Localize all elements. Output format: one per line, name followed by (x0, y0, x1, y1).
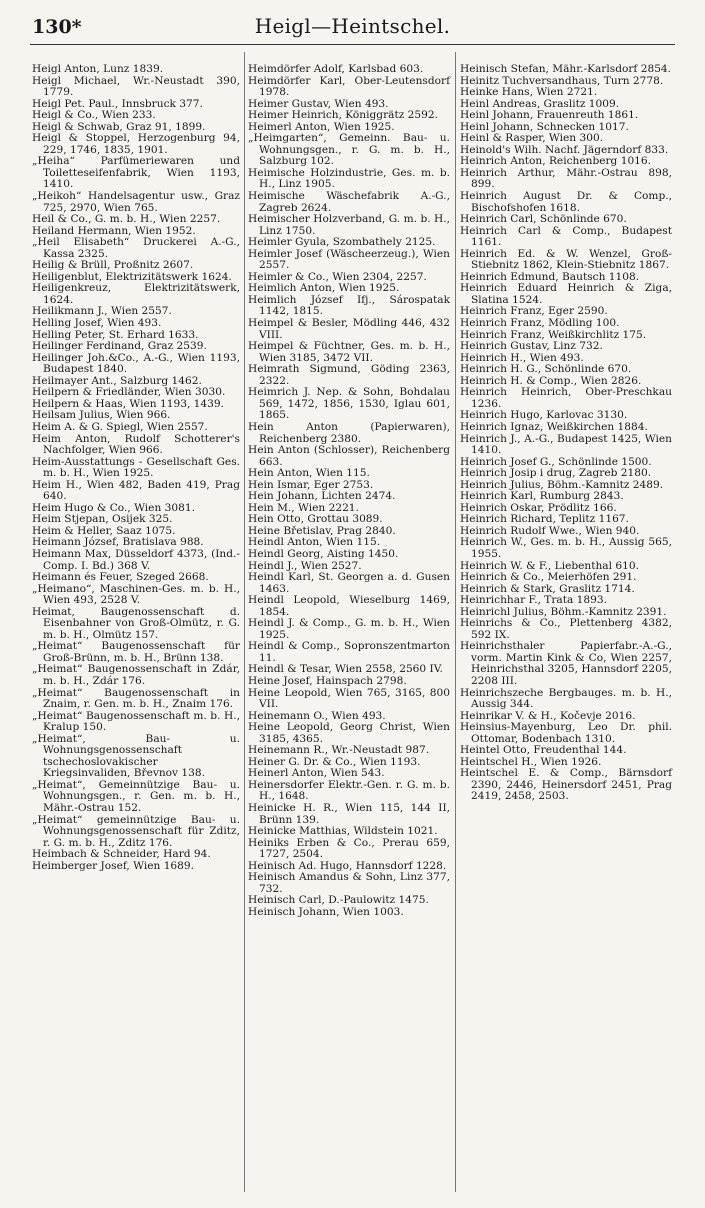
directory-entry: Hein Anton (Papierwaren), Reichenberg 2380. (248, 420, 450, 445)
column-divider-2 (455, 52, 456, 1192)
directory-entry: Heimbach & Schneider, Hard 94. (32, 848, 211, 861)
directory-entry: Heiner G. Dr. & Co., Wien 1193. (248, 755, 421, 768)
directory-entry: Heimlich Anton, Wien 1925. (248, 282, 400, 295)
directory-entry: Heine Leopold, Georg Christ, Wien 3185, 4365. (248, 721, 450, 745)
directory-entry: Heinrich & Stark, Graslitz 1714. (460, 582, 635, 595)
directory-entry: „Heimat“ Baugenossenschaft in Znaim, r. Gen. m. b. H., Znaim 176. (32, 686, 240, 711)
directory-entry: Heinrich Ignaz, Weißkirchen 1884. (460, 420, 648, 433)
directory-entry: Heimler Gyula, Szombathely 2125. (248, 236, 436, 249)
page-number: 130* (32, 16, 82, 38)
directory-entry: Heine Břetislav, Prag 2840. (248, 524, 396, 537)
directory-entry: Heinrich August Dr. & Comp., Bischofshofen 1618. (460, 190, 672, 214)
directory-entry: Heinrich Franz, Eger 2590. (460, 305, 608, 318)
directory-entry: Heinerl Anton, Wien 543. (248, 767, 385, 780)
directory-entry: Heindl & Comp., Sopronszentmarton 11. (248, 640, 450, 664)
directory-entry: Heinrich Hugo, Karlovac 3130. (460, 409, 628, 422)
page-title: Heigl—Heintschel. (254, 14, 451, 38)
directory-entry: Heinrich Julius, Böhm.-Kamnitz 2489. (460, 478, 664, 491)
directory-entry: Heindl J. & Comp., G. m. b. H., Wien 1925. (248, 617, 450, 641)
directory-entry: Heilinger Ferdinand, Graz 2539. (32, 340, 207, 353)
directory-entry: Heintschel H., Wien 1926. (460, 755, 602, 768)
directory-entry: Heinrich Carl & Comp., Budapest 1161. (460, 224, 672, 249)
directory-entry: Heinrich W., Ges. m. b. H., Aussig 565, 1955. (460, 536, 672, 560)
directory-entry: „Heiha“ Parfümeriewaren und Toiletteseifenfabrik, Wien 1193, 1410. (32, 155, 240, 191)
directory-entry: Heinisch Amandus & Sohn, Linz 377, 732. (248, 871, 450, 895)
directory-entry: Heinisch Stefan, Mähr.-Karlsdorf 2854. (460, 63, 672, 75)
directory-entry: Heinrich Richard, Teplitz 1167. (460, 513, 629, 526)
directory-entry: Heindl Georg, Aisting 1450. (248, 547, 399, 560)
directory-entry: Heimann József, Bratislava 988. (32, 536, 204, 549)
directory-entry: Heinrich Anton, Reichenberg 1016. (460, 155, 652, 168)
directory-entry: Heilinger Joh.&Co., A.-G., Wien 1193, Budapest 1840. (32, 351, 240, 376)
directory-entry: Heimann Max, Düsseldorf 4373, (Ind.-Comp. I. Bd.) 368 V. (32, 547, 240, 572)
directory-entry: Heinemann R., Wr.-Neustadt 987. (248, 744, 430, 757)
directory-entry: Heilikmann J., Wien 2557. (32, 305, 172, 318)
directory-entry: Heimdörfer Karl, Ober-Leutensdorf 1978. (248, 74, 450, 99)
directory-entry: Heimische Wäschefabrik A.-G., Zagreb 2624. (248, 190, 450, 214)
directory-entry: Hein Otto, Grottau 3089. (248, 513, 383, 526)
directory-entry: „Heimat“ Baugenossenschaft für Groß-Brünn, m. b. H., Brünn 138. (32, 640, 240, 664)
directory-entry: Heinrich Josip i drug, Zagreb 2180. (460, 467, 652, 480)
directory-entry: Heinicke Matthias, Wildstein 1021. (248, 825, 438, 838)
directory-entry: Heindl J., Wien 2527. (248, 559, 362, 572)
directory-entry: „Heimgarten“, Gemeinn. Bau- u. Wohnungsgen., r. G. m. b. H., Salzburg 102. (248, 132, 450, 168)
directory-entry: Heinrich Gustav, Linz 732. (460, 340, 603, 353)
directory-entry: Helling Josef, Wien 493. (32, 317, 162, 330)
directory-entry: Heiniks Erben & Co., Prerau 659, 1727, 2504. (248, 836, 450, 861)
directory-entry: Heimpel & Besler, Mödling 446, 432 VIII. (248, 317, 450, 341)
directory-entry: Heinrich Rudolf Wwe., Wien 940. (460, 524, 640, 537)
directory-entry: Heim H., Wien 482, Baden 419, Prag 640. (32, 478, 240, 503)
directory-entry: Heimann és Feuer, Szeged 2668. (32, 571, 209, 584)
directory-entry: Heinrich H. G., Schönlinde 670. (460, 363, 632, 376)
directory-entry: Heinrikar V. & H., Kočevje 2016. (460, 709, 636, 722)
directory-entry: Heim Anton, Rudolf Schotterer's Nachfolger, Wien 966. (32, 432, 240, 457)
directory-entry: Heinisch Carl, D.-Paulowitz 1475. (248, 894, 429, 907)
directory-entry: Heigl & Schwab, Graz 91, 1899. (32, 120, 206, 133)
directory-entry: Heigl & Co., Wien 233. (32, 109, 156, 122)
directory-entry: Heinrich Josef G., Schönlinde 1500. (460, 455, 652, 468)
directory-entry: Hein Johann, Lichten 2474. (248, 490, 396, 503)
directory-entry: Heigl Pet. Paul., Innsbruck 377. (32, 97, 203, 110)
column-divider-1 (244, 52, 245, 1192)
directory-entry: Heinrich W. & F., Liebenthal 610. (460, 559, 639, 572)
directory-entry: Heil & Co., G. m. b. H., Wien 2257. (32, 213, 221, 226)
directory-entry: Helling Peter, St. Erhard 1633. (32, 328, 199, 341)
directory-entry: Heindl & Tesar, Wien 2558, 2560 IV. (248, 663, 443, 676)
directory-entry: Heinrich Heinrich, Ober-Preschkau 1236. (460, 386, 672, 410)
directory-entry: Heinsius-Mayenburg, Leo Dr. phil. Ottomar, Bodenbach 1310. (460, 721, 672, 745)
directory-entry: Heimat, Baugenossenschaft d. Eisenbahner von Groß-Olmütz, r. G. m. b. H., Olmütz 157. (32, 605, 240, 641)
directory-entry: „Heimat“ Baugenossenschaft in Zdár, m. b. H., Zdár 176. (32, 663, 240, 687)
directory-entry: Heigl Anton, Lunz 1839. (32, 63, 164, 75)
directory-entry: Hein M., Wien 2221. (248, 501, 359, 514)
directory-entry: Heilmayer Ant., Salzburg 1462. (32, 374, 202, 387)
column-1 (32, 64, 240, 872)
directory-entry: Heimer Heinrich, Königgrätz 2592. (248, 109, 438, 122)
directory-entry: Heim Stjepan, Osijek 325. (32, 513, 173, 526)
directory-entry: Heinrich H., Wien 493. (460, 351, 584, 364)
directory-entry: Heinrich Karl, Rumburg 2843. (460, 490, 624, 503)
header-rule (30, 44, 675, 45)
directory-entry: Heinl & Rasper, Wien 300. (460, 132, 604, 145)
directory-entry: Heinersdorfer Elektr.-Gen. r. G. m. b. H., 1648. (248, 778, 450, 803)
directory-entry: Heinrichhar F., Trata 1893. (460, 594, 608, 607)
directory-entry: Heine Leopold, Wien 765, 3165, 800 VII. (248, 686, 450, 711)
directory-entry: „Heimat“ Baugenossenschaft m. b. H., Kralup 150. (32, 709, 240, 734)
directory-entry: Heinrichs & Co., Plettenberg 4382, 592 IX. (460, 617, 672, 641)
directory-entry: Heindl Leopold, Wieselburg 1469, 1854. (248, 594, 450, 618)
directory-entry: Heinitz Tuchversandhaus, Turn 2778. (460, 74, 664, 87)
directory-entry: Heinl Johann, Frauenreuth 1861. (460, 109, 639, 122)
directory-entry: Heiland Hermann, Wien 1952. (32, 224, 196, 237)
directory-entry: Heimischer Holzverband, G. m. b. H., Linz 1750. (248, 213, 450, 237)
directory-entry: Heimrath Sigmund, Göding 2363, 2322. (248, 363, 450, 387)
directory-entry: Heinrichsthaler Papierfabr.-A.-G., vorm. Martin Kink & Co, Wien 2257, Heinrichsthal 3205, Hannsdorf 2205, 2208 III. (460, 640, 672, 687)
directory-entry: Heinrichl Julius, Böhm.-Kamnitz 2391. (460, 605, 667, 618)
directory-entry: „Heikoh“ Handelsagentur usw., Graz 725, 2970, Wien 765. (32, 190, 240, 214)
directory-entry: Heinisch Ad. Hugo, Hannsdorf 1228. (248, 859, 447, 872)
directory-entry: Heimrich J. Nep. & Sohn, Bohdalau 569, 1472, 1856, 1530, Iglau 601, 1865. (248, 386, 450, 422)
directory-entry: „Heimat“, Gemeinnützige Bau- u. Wohnungsgen., r. Gen. m. b. H., Mähr.-Ostrau 152. (32, 778, 240, 814)
directory-entry: „Heimat“ gemeinnützige Bau- u. Wohnungsgenossenschaft für Zditz, r. G. m. b. H., Zditz 176. (32, 813, 240, 849)
directory-entry: Heinrich Eduard Heinrich & Ziga, Slatina 1524. (460, 282, 672, 306)
directory-entry: Heindl Anton, Wien 115. (248, 536, 381, 549)
directory-entry: Heinke Hans, Wien 2721. (460, 86, 598, 99)
directory-entry: Heimler & Co., Wien 2304, 2257. (248, 270, 427, 283)
directory-entry: Heigl Michael, Wr.-Neustadt 390, 1779. (32, 74, 240, 99)
column-3 (460, 64, 672, 803)
directory-entry: Heilpern & Haas, Wien 1193, 1439. (32, 397, 225, 410)
directory-entry: Heinrich Franz, Weißkirchlitz 175. (460, 328, 647, 341)
directory-entry: Heinl Johann, Schnecken 1017. (460, 120, 629, 133)
directory-entry: Hein Anton (Schlosser), Reichenberg 663. (248, 444, 450, 468)
directory-entry: Heimer Gustav, Wien 493. (248, 97, 389, 110)
directory-entry: Heinold's Wilh. Nachf. Jägerndorf 833. (460, 143, 669, 156)
directory-entry: Heinisch Johann, Wien 1003. (248, 905, 404, 918)
directory-entry: Heilsam Julius, Wien 966. (32, 409, 171, 422)
column-2 (248, 64, 450, 918)
directory-entry: Heim A. & G. Spiegl, Wien 2557. (32, 420, 208, 433)
directory-entry: Heiligenblut, Elektrizitätswerk 1624. (32, 270, 232, 283)
directory-entry: Heinrich J., A.-G., Budapest 1425, Wien 1410. (460, 432, 672, 457)
directory-entry: Heiligenkreuz, Elektrizitätswerk, 1624. (32, 282, 240, 306)
directory-entry: Hein Anton, Wien 115. (248, 467, 370, 480)
directory-entry: Heinicke H. R., Wien 115, 144 II, Brünn 139. (248, 802, 450, 826)
directory-entry: Heim & Heller, Saaz 1075. (32, 524, 176, 537)
directory-entry: Heintschel E. & Comp., Bärnsdorf 2390, 2446, Heinersdorf 2451, Prag 2419, 2458, 2503. (460, 767, 672, 803)
directory-entry: Heinrich Franz, Mödling 100. (460, 317, 620, 330)
directory-entry: „Heimat“, Bau- u. Wohnungsgenossenschaft tschechoslovakischer Kriegsinvaliden, Břevnov 138. (32, 732, 240, 780)
directory-entry: „Heimano“, Maschinen-Ges. m. b. H., Wien 493, 2528 V. (32, 582, 240, 607)
directory-entry: Heinrich H. & Comp., Wien 2826. (460, 374, 642, 387)
directory-entry: „Heil Elisabeth“ Druckerei A.-G., Kassa 2325. (32, 236, 240, 260)
directory-entry: Heinrich & Co., Meierhöfen 291. (460, 571, 637, 584)
directory-entry: Heinrich Edmund, Bautsch 1108. (460, 270, 640, 283)
directory-entry: Heimlich József Ifj., Sárospatak 1142, 1815. (248, 293, 450, 318)
directory-entry: Heinemann O., Wien 493. (248, 709, 386, 722)
directory-entry: Heilpern & Friedländer, Wien 3030. (32, 386, 226, 399)
directory-entry: Heimler Josef (Wäscheerzeug.), Wien 2557. (248, 247, 450, 272)
directory-entry: Heimberger Josef, Wien 1689. (32, 859, 195, 872)
directory-entry: Heilig & Brüll, Proßnitz 2607. (32, 259, 194, 272)
directory-entry: Heinrich Ed. & W. Wenzel, Groß-Stiebnitz 1862, Klein-Stiebnitz 1867. (460, 247, 672, 272)
directory-entry: Heinrich Arthur, Mähr.-Ostrau 898, 899. (460, 166, 672, 191)
directory-entry: Heimerl Anton, Wien 1925. (248, 120, 395, 133)
directory-entry: Heinrichszeche Bergbauges. m. b. H., Aussig 344. (460, 686, 672, 711)
directory-entry: Heintel Otto, Freudenthal 144. (460, 744, 627, 757)
directory-entry: Heinl Andreas, Graslitz 1009. (460, 97, 620, 110)
directory-entry: Heinrich Oskar, Prödlitz 166. (460, 501, 617, 514)
directory-entry: Hein Ismar, Eger 2753. (248, 478, 374, 491)
directory-entry: Heim Hugo & Co., Wien 3081. (32, 501, 195, 514)
directory-entry: Heimpel & Füchtner, Ges. m. b. H., Wien 3185, 3472 VII. (248, 340, 450, 364)
directory-entry: Heimdörfer Adolf, Karlsbad 603. (248, 63, 424, 75)
directory-entry: Heim-Ausstattungs - Gesellschaft Ges. m. b. H., Wien 1925. (32, 455, 240, 480)
directory-entry: Heimische Holzindustrie, Ges. m. b. H., Linz 1905. (248, 166, 450, 191)
directory-entry: Heigl & Stoppel, Herzogenburg 94, 229, 1746, 1835, 1901. (32, 132, 240, 156)
directory-entry: Heine Josef, Hainspach 2798. (248, 674, 407, 687)
directory-entry: Heindl Karl, St. Georgen a. d. Gusen 1463. (248, 571, 450, 595)
directory-entry: Heinrich Carl, Schönlinde 670. (460, 213, 627, 226)
